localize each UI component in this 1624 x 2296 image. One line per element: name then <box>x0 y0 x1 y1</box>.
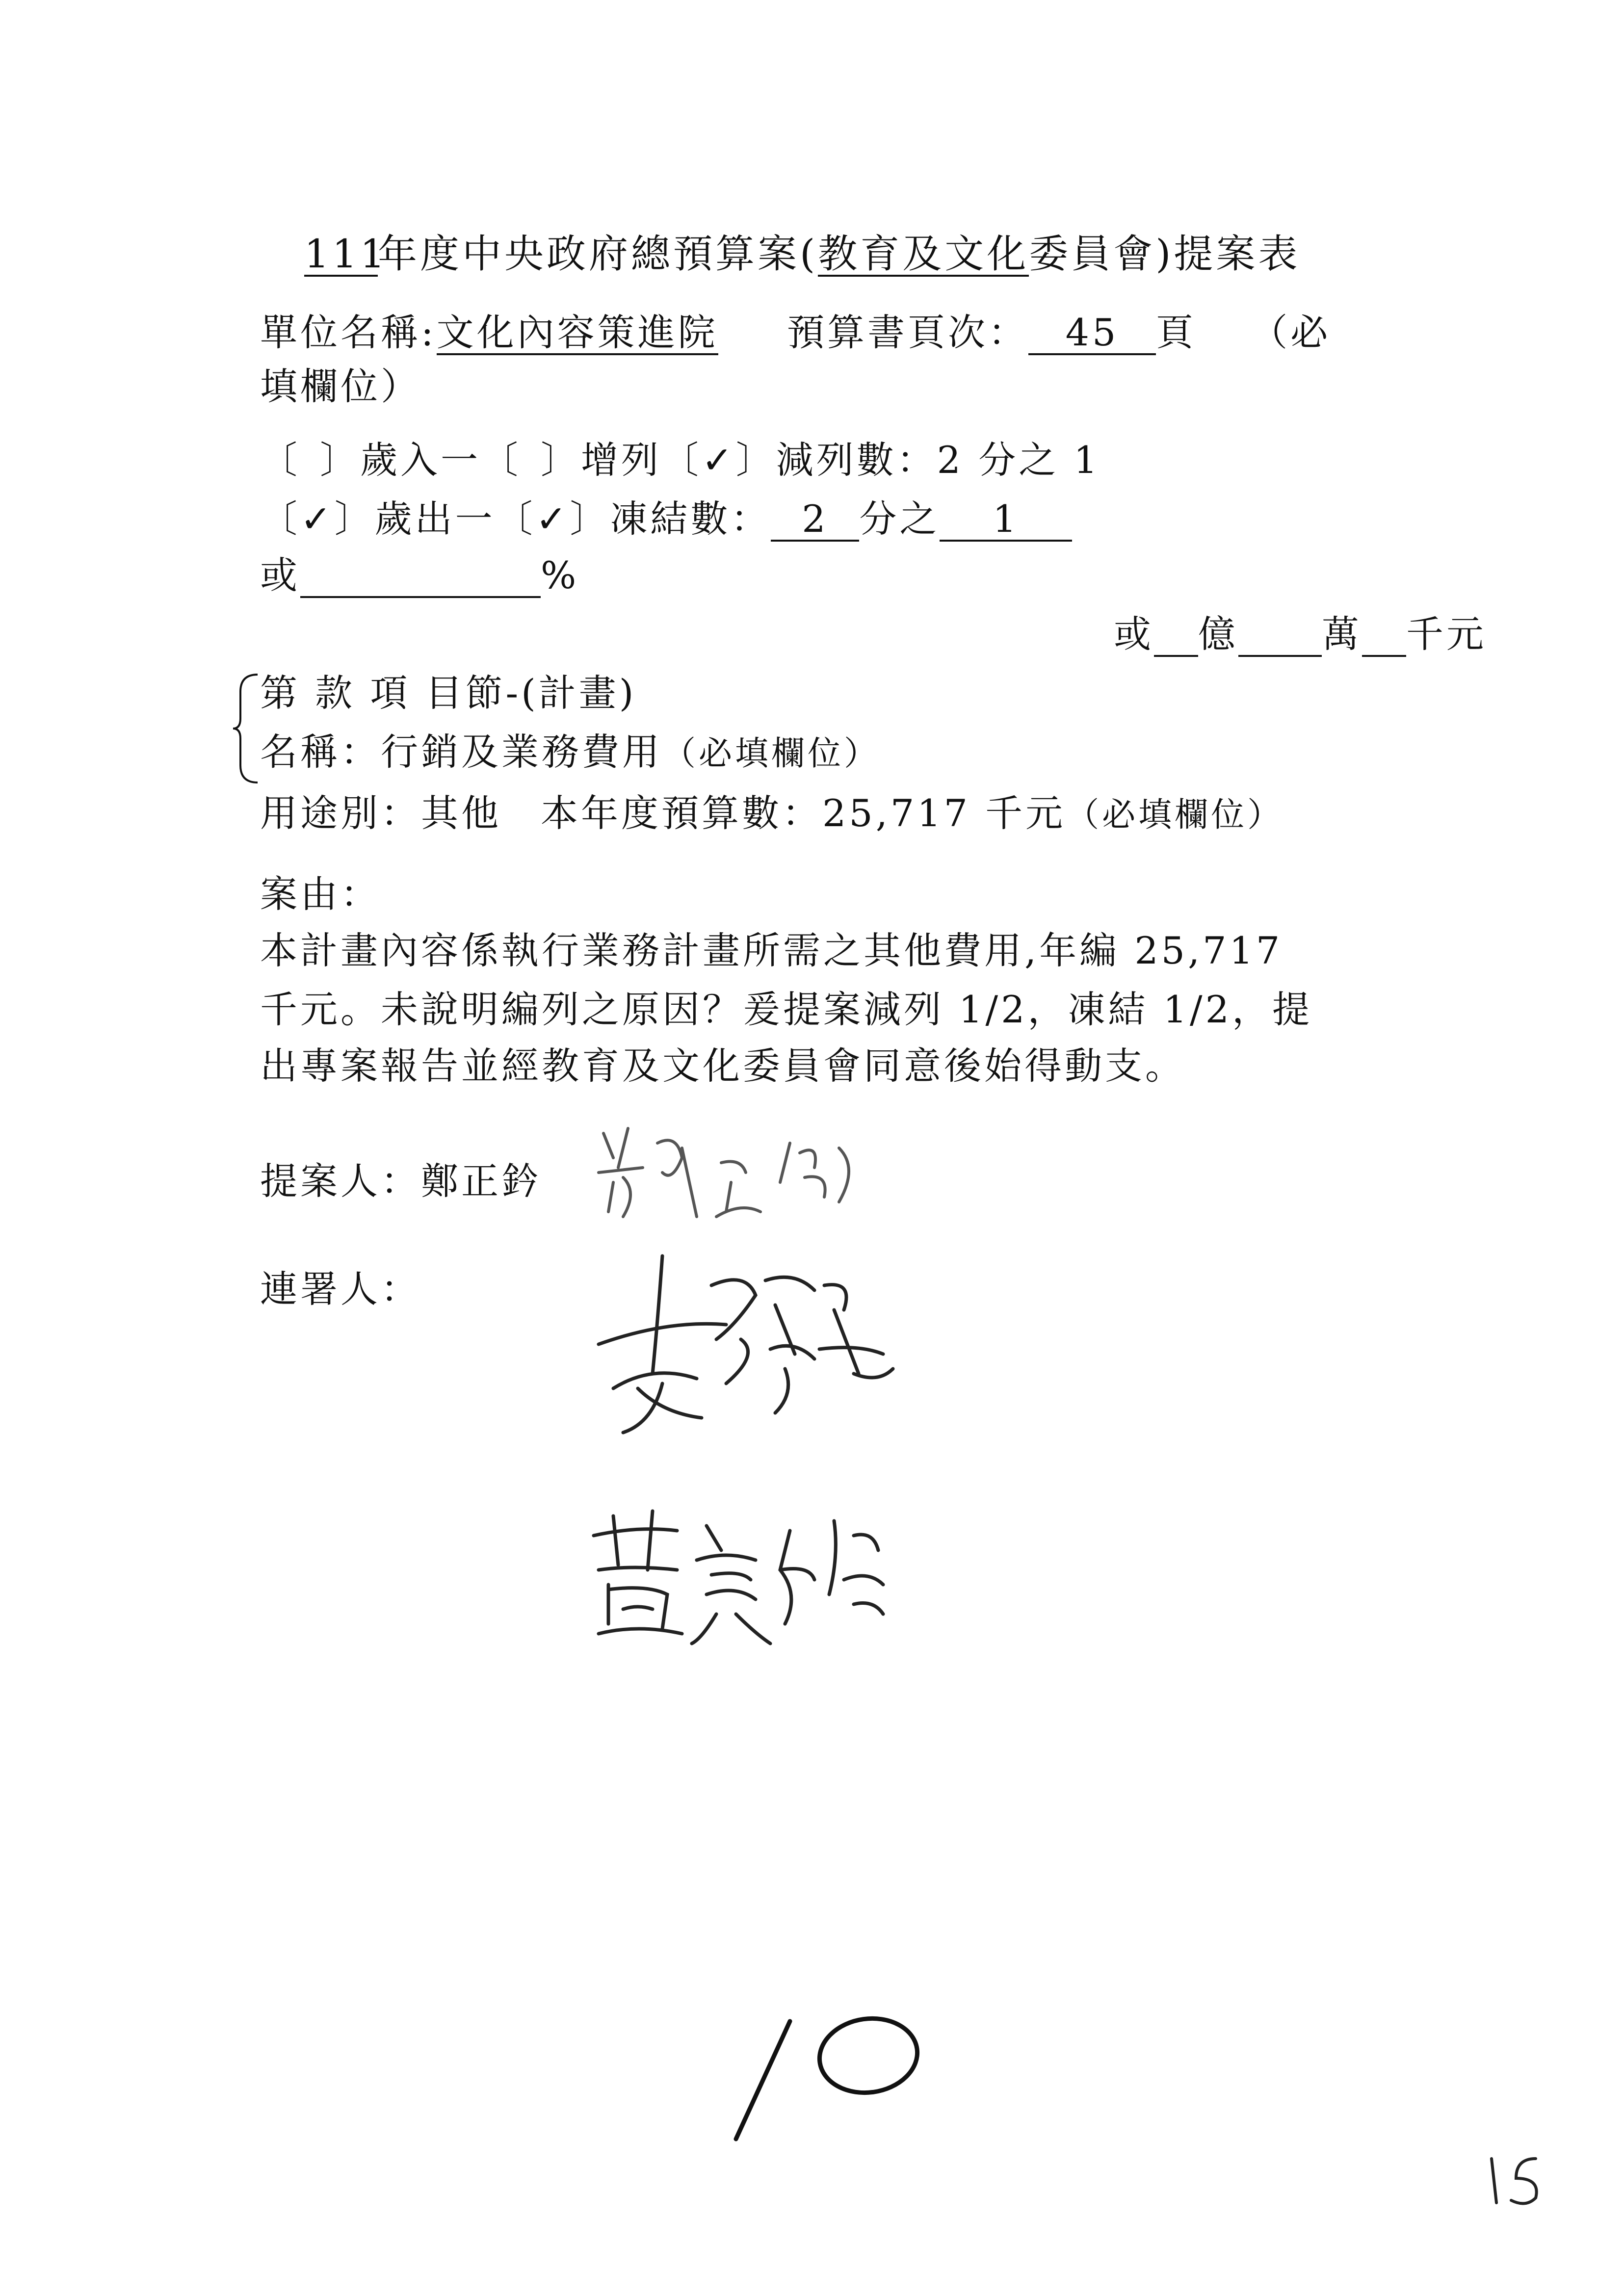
name-label: 名稱：行銷及業務費用 <box>260 730 662 774</box>
increase-label: 〕增列〔 <box>541 438 702 482</box>
required-cont: 填欄位） <box>260 365 421 408</box>
cosigner-signature-2 <box>579 1496 922 1653</box>
page-value: 45 <box>1028 312 1156 355</box>
bracket: 〔 <box>260 438 300 482</box>
reason-label: 案由： <box>260 872 381 916</box>
percent-sign: % <box>541 553 579 597</box>
unit-label: 單位名稱: <box>260 311 437 354</box>
title-mid: 年度中央政府總預算案( <box>378 231 818 277</box>
freeze-numerator: 2 <box>771 498 859 542</box>
usage-row <box>260 790 1283 839</box>
amount-qianyuan: 千元 <box>1406 612 1487 656</box>
reason-line-1: 本計畫內容係執行業務計畫所需之其他費用,年編 25,717 <box>260 929 1283 972</box>
percent-blank <box>300 555 541 598</box>
title-year: 111 <box>304 231 388 277</box>
item-row: 第 款 項 目節-(計畫) <box>260 671 637 715</box>
usage-label: 用途別：其他 <box>260 791 501 835</box>
required-open: （必 <box>1250 311 1331 354</box>
reason-line-2: 千元。未說明編列之原因？爰提案減列 1/2，凍結 1/2，提 <box>260 988 1312 1031</box>
page-unit: 頁 <box>1155 311 1196 354</box>
fraction-word: 分之 <box>859 497 940 541</box>
percent-row <box>260 552 579 599</box>
handwritten-corner-number <box>1482 2149 1555 2213</box>
decrease-label: 〕減列數：2 分之 1 <box>735 438 1100 482</box>
proposer-label: 提案人：鄭正鈐 <box>260 1159 542 1203</box>
amount-or: 或 <box>1114 612 1154 656</box>
cosigner-label: 連署人： <box>260 1267 421 1311</box>
check-mark-freeze: ✓ <box>535 497 570 541</box>
qian-blank <box>1362 614 1406 657</box>
proposer-signature <box>584 1114 888 1231</box>
amount-row <box>1114 611 1487 658</box>
revenue-row <box>260 437 1100 484</box>
or-label: 或 <box>260 553 300 597</box>
name-row <box>260 729 880 778</box>
reason-line-3: 出專案報告並經教育及文化委員會同意後始得動支。 <box>260 1044 1185 1088</box>
amount-wan: 萬 <box>1322 612 1362 656</box>
title-end: 委員會)提案表 <box>1029 231 1301 277</box>
expense-row <box>260 496 1072 543</box>
brace-icon <box>231 672 260 785</box>
amount-yi: 億 <box>1198 612 1238 656</box>
wan-blank <box>1238 614 1322 657</box>
check-mark-expense: ✓ <box>300 497 335 541</box>
check-mark-decrease: ✓ <box>702 438 736 482</box>
budget-label: 本年度預算數：25,717 千元 <box>541 791 1066 835</box>
unit-value: 文化內容策進院 <box>436 311 718 354</box>
freeze-label: 〕凍結數： <box>570 497 771 541</box>
expense-label: 〕歲出一〔 <box>334 497 536 541</box>
bracket: 〔 <box>260 497 300 541</box>
freeze-denominator: 1 <box>940 498 1072 542</box>
name-required: （必填欄位） <box>662 734 881 773</box>
cosigner-signature-1 <box>540 1226 913 1482</box>
revenue-label: 〕歲入一〔 <box>320 438 521 482</box>
page-label: 預算書頁次： <box>786 311 1028 354</box>
budget-required: （必填欄位） <box>1066 796 1284 835</box>
yi-blank <box>1154 614 1198 657</box>
title-committee: 教育及文化 <box>818 231 1029 277</box>
handwritten-page-number <box>726 2002 932 2149</box>
document-title <box>304 231 1300 278</box>
unit-row <box>260 309 1331 356</box>
